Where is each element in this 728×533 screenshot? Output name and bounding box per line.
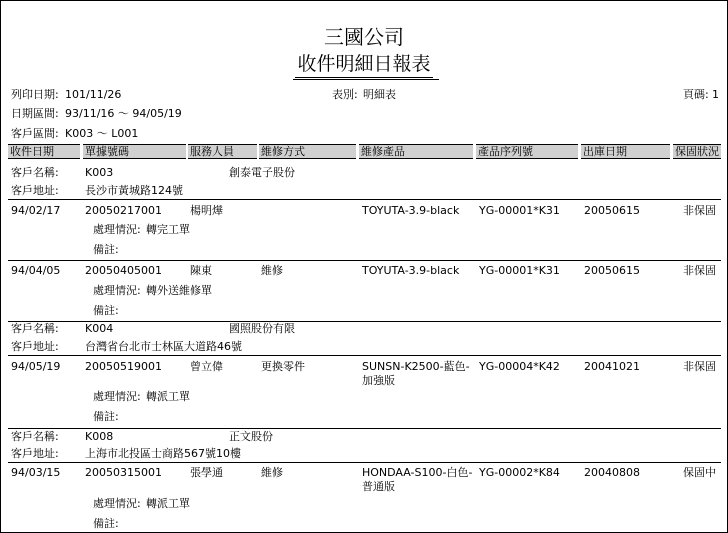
col-repair-product: 維修產品 [359, 144, 473, 159]
out-date: 20040808 [584, 466, 640, 479]
staff: 楊明燁 [190, 204, 223, 217]
col-doc-no: 單據號碼 [83, 144, 186, 159]
repair-product: SUNSN-K2500-藍色- [362, 360, 470, 373]
doc-no: 20050405001 [85, 264, 162, 277]
divider [8, 462, 721, 463]
serial-no: YG-00002*K84 [479, 466, 560, 479]
customer-name-label: 客戶名稱: [11, 322, 59, 335]
status: 轉派工單 [146, 497, 190, 510]
customer-name-label: 客戶名稱: [11, 166, 59, 179]
print-date-label: 列印日期: [11, 88, 59, 101]
company-name: 三國公司 [324, 25, 404, 49]
doc-no: 20050217001 [85, 204, 162, 217]
col-serial: 產品序列號 [476, 144, 578, 159]
staff: 張學通 [190, 466, 223, 479]
column-header-row [8, 144, 721, 160]
staff: 陳東 [190, 264, 212, 277]
warranty: 非保固 [683, 360, 716, 373]
report-title-text: 收件明細日報表 [295, 53, 432, 78]
status: 轉完工單 [146, 223, 190, 236]
serial-no: YG-00004*K42 [479, 360, 560, 373]
customer-address: 台灣省台北市士林區大道路46號 [85, 340, 242, 353]
remark-label: 備註: [93, 304, 119, 317]
divider [8, 199, 721, 200]
report-title [1, 53, 727, 78]
warranty: 非保固 [683, 264, 716, 277]
customer-address: 上海市北投區士商路567號10樓 [85, 447, 241, 460]
divider [8, 260, 721, 261]
repair-product-line2: 加強版 [362, 374, 395, 387]
customer-range-label: 客戶區間: [11, 127, 59, 140]
date-range-label: 日期區間: [11, 107, 59, 120]
col-repair-method: 維修方式 [259, 144, 356, 159]
serial-no: YG-00001*K31 [479, 204, 560, 217]
status: 轉外送維修單 [146, 284, 212, 297]
divider [8, 428, 721, 429]
out-date: 20050615 [584, 204, 640, 217]
divider [8, 321, 721, 322]
print-date: 101/11/26 [65, 88, 122, 101]
form-type-label: 表別: [332, 88, 358, 101]
col-warranty: 保固狀況 [675, 145, 719, 158]
doc-no: 20050315001 [85, 466, 162, 479]
col-receive-date: 收件日期 [8, 144, 80, 159]
page-number: 1 [712, 88, 719, 101]
doc-no: 20050519001 [85, 360, 162, 373]
customer-range: K003 ～ L001 [65, 127, 139, 140]
customer-code: K003 [85, 166, 114, 179]
remark-label: 備註: [93, 243, 119, 256]
out-date: 20050615 [584, 264, 640, 277]
customer-code: K004 [85, 322, 114, 335]
customer-address-label: 客戶地址: [11, 340, 59, 353]
col-out-date: 出庫日期 [581, 144, 670, 159]
status: 轉派工單 [146, 390, 190, 403]
status-label: 處理情況: [93, 497, 141, 510]
warranty: 保固中 [683, 466, 716, 479]
status-label: 處理情況: [93, 390, 141, 403]
customer-address-label: 客戶地址: [11, 447, 59, 460]
customer-name: 正文股份 [229, 430, 273, 443]
customer-address: 長沙市黃城路124號 [85, 184, 183, 197]
customer-name: 創泰電子股份 [229, 166, 295, 179]
repair-product: TOYUTA-3.9-black [362, 264, 460, 277]
receive-date: 94/04/05 [11, 264, 61, 277]
repair-method: 維修 [261, 264, 283, 277]
receive-date: 94/05/19 [11, 360, 61, 373]
customer-name: 國照股份有限 [229, 322, 295, 335]
date-range: 93/11/16 ～ 94/05/19 [65, 107, 182, 120]
repair-product-line2: 普通版 [362, 480, 395, 493]
customer-code: K008 [85, 430, 114, 443]
status-label: 處理情況: [93, 223, 141, 236]
receive-date: 94/03/15 [11, 466, 61, 479]
repair-method: 維修 [261, 466, 283, 479]
serial-no: YG-00001*K31 [479, 264, 560, 277]
repair-product: HONDAA-S100-白色- [362, 466, 473, 479]
remark-label: 備註: [93, 410, 119, 423]
receive-date: 94/02/17 [11, 204, 61, 217]
title-underline [293, 79, 439, 80]
out-date: 20041021 [584, 360, 640, 373]
customer-name-label: 客戶名稱: [11, 430, 59, 443]
repair-product: TOYUTA-3.9-black [362, 204, 460, 217]
status-label: 處理情況: [93, 284, 141, 297]
repair-method: 更換零件 [261, 360, 305, 373]
customer-address-label: 客戶地址: [11, 184, 59, 197]
form-type: 明細表 [363, 88, 396, 101]
staff: 曾立偉 [190, 360, 223, 373]
divider [8, 355, 721, 356]
col-staff: 服務人員 [188, 144, 257, 159]
warranty: 非保固 [683, 204, 716, 217]
remark-label: 備註: [93, 517, 119, 530]
page-label: 頁碼: [683, 88, 709, 101]
